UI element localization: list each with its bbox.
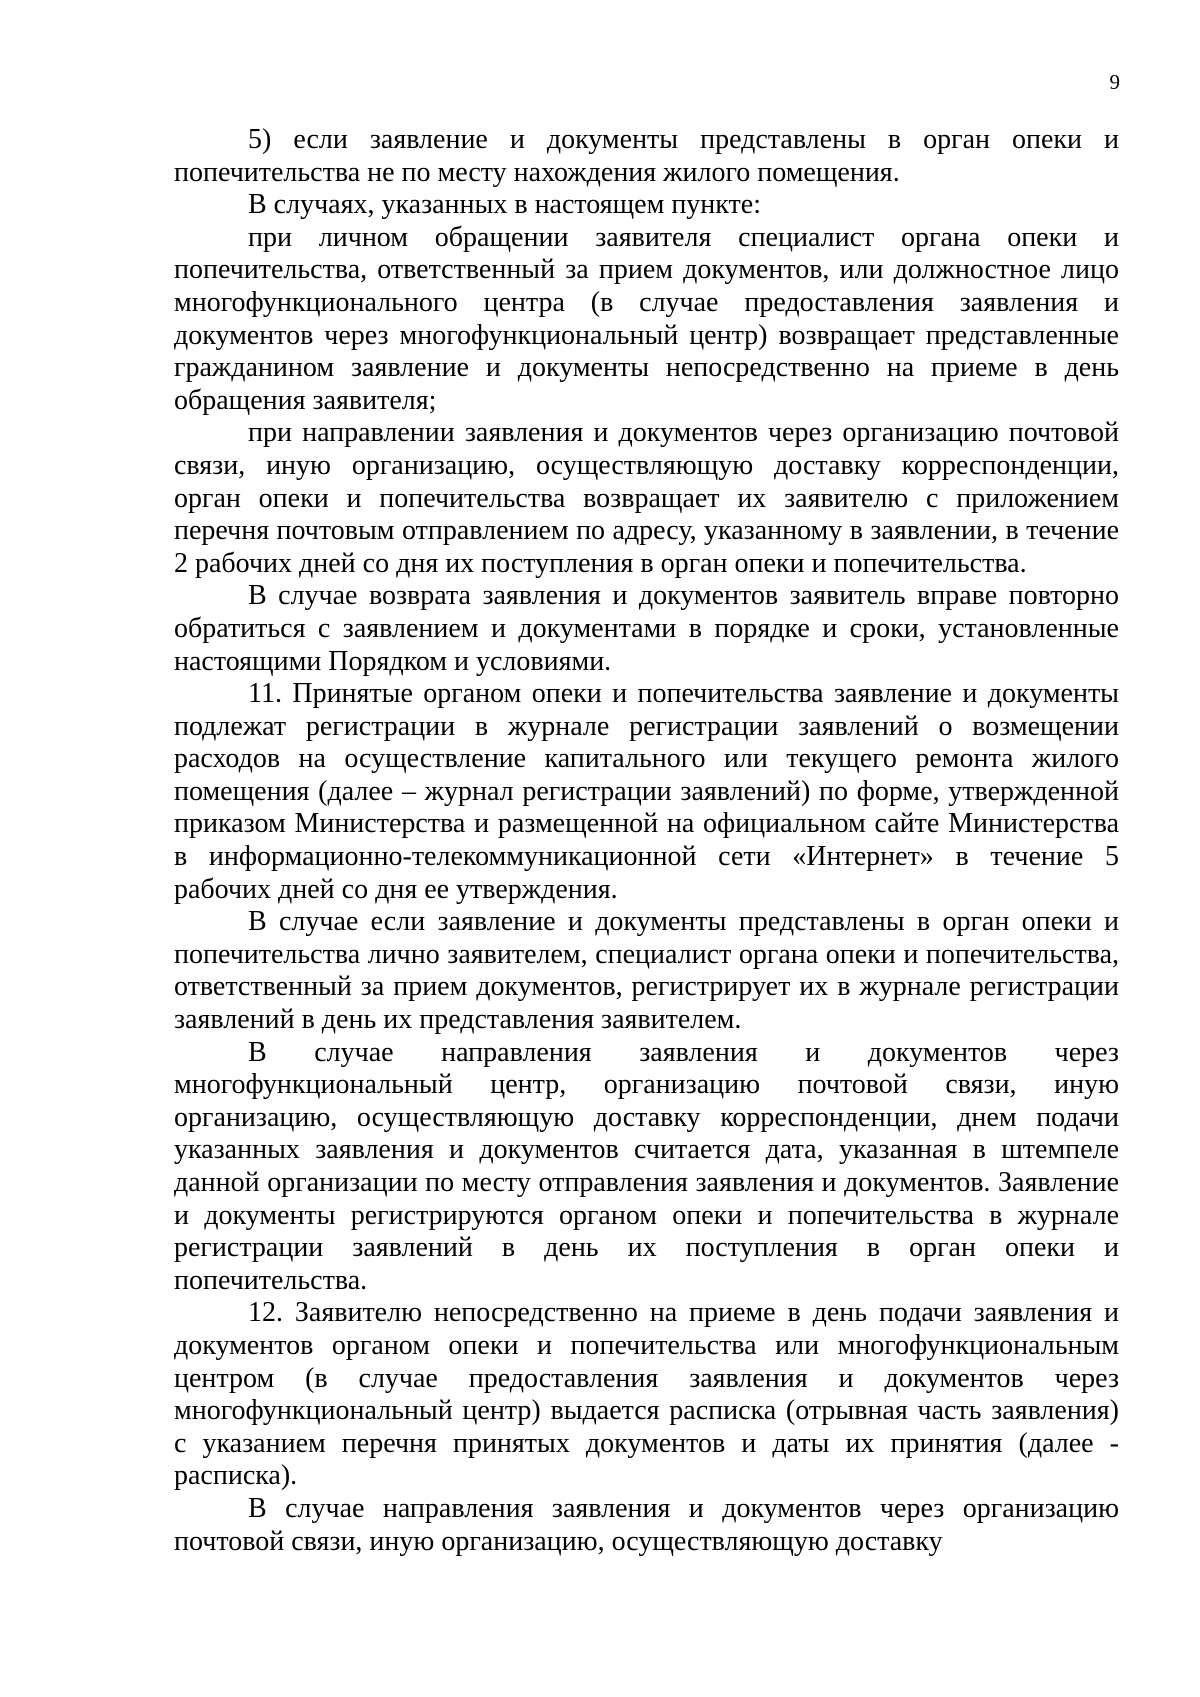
paragraph-mail-registration: В случае направления заявления и документов через многофункциональный центр, организацию почтовой связи, иную организацию, осуществляющую доставку корреспонденции, днем подачи указанных заявления и документов считается дата, указанная в штемпеле данной организации по месту отправления заявления и документов. Заявление и документы регистрируются органом опеки и попечительства в журнале регистрации заявлений в день их поступления в орган опеки и попечительства. (174, 1036, 1119, 1296)
document-body (174, 124, 1119, 1558)
page-number: 9 (1109, 70, 1120, 94)
paragraph-return-repeat: В случае возврата заявления и документов заявитель вправе повторно обратиться с заявлением и документами в порядке и сроки, установленные настоящими Порядком и условиями. (174, 580, 1119, 677)
paragraph-personal-visit: при личном обращении заявителя специалист органа опеки и попечительства, ответственный за прием документов, или должностное лицо многофункционального центра (в случае предоставления заявления и документов через многофункциональный центр) возвращает представленные гражданином заявление и документы непосредственно на приеме в день обращения заявителя; (174, 221, 1119, 416)
paragraph-personal-registration: В случае если заявление и документы представлены в орган опеки и попечительства лично заявителем, специалист органа опеки и попечительства, ответственный за прием документов, регистрирует их в журнале регистрации заявлений в день их представления заявителем. (174, 906, 1119, 1036)
paragraph-postal-delivery: при направлении заявления и документов через организацию почтовой связи, иную организацию, осуществляющую доставку корреспонденции, орган опеки и попечительства возвращает их заявителю с приложением перечня почтовым отправлением по адресу, указанному в заявлении, в течение 2 рабочих дней со дня их поступления в орган опеки и попечительства. (174, 417, 1119, 579)
paragraph-item-5: 5) если заявление и документы представлены в орган опеки и попечительства не по месту нахождения жилого помещения. (174, 124, 1119, 188)
paragraph-item-12: 12. Заявителю непосредственно на приеме в день подачи заявления и документов органом опеки и попечительства или многофункциональным центром (в случае предоставления заявления и документов через многофункциональный центр) выдается расписка (отрывная часть заявления) с указанием перечня принятых документов и даты их принятия (далее - расписка). (174, 1297, 1119, 1492)
paragraph-postal-receipt: В случае направления заявления и документов через организацию почтовой связи, иную организацию, осуществляющую доставку (174, 1492, 1119, 1557)
paragraph-cases-intro: В случаях, указанных в настоящем пункте: (248, 189, 761, 221)
paragraph-item-11: 11. Принятые органом опеки и попечительства заявление и документы подлежат регистрации в журнале регистрации заявлений о возмещении расходов на осуществление капитального или текущего ремонта жилого помещения (далее – журнал регистрации заявлений) по форме, утвержденной приказом Министерства и размещенной на официальном сайте Министерства в информационно-телекоммуникационной сети «Интернет» в течение 5 рабочих дней со дня ее утверждения. (174, 678, 1119, 905)
